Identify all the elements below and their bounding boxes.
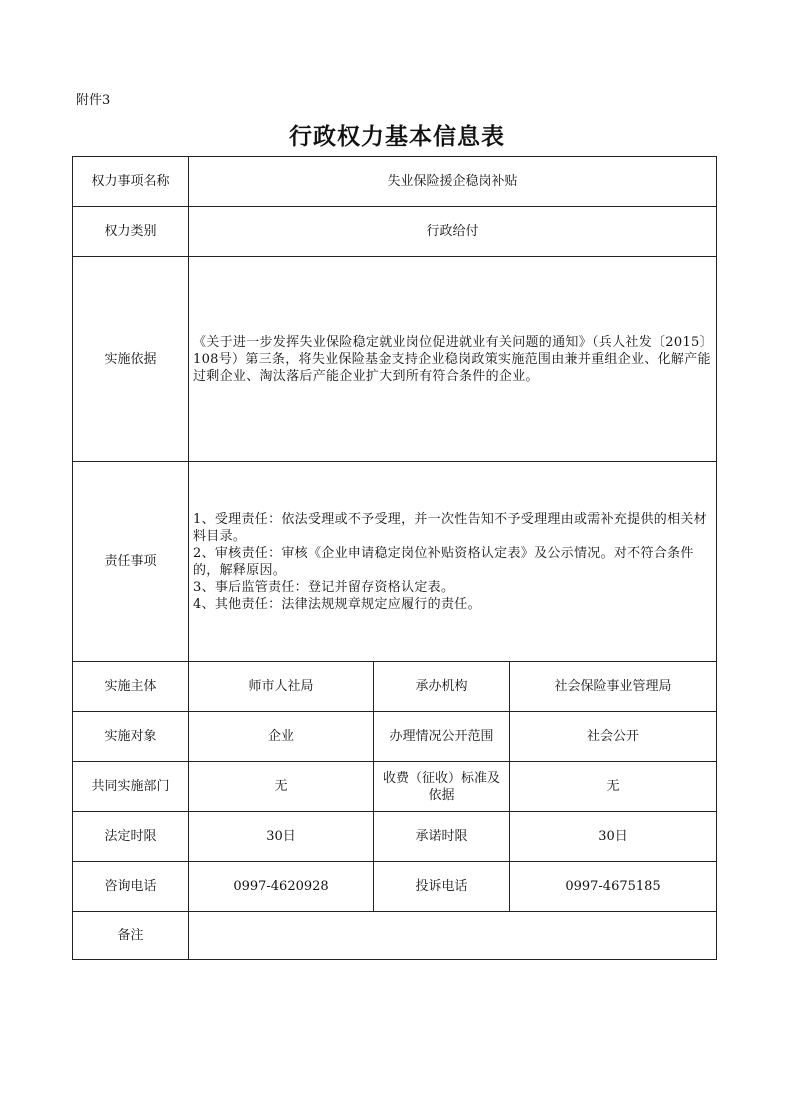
- table-row: [73, 862, 717, 912]
- row-label-basis: 实施依据: [73, 257, 189, 462]
- row-label-fee: 收费（征收）标准及依据: [374, 762, 510, 812]
- row-value-responsibility: [189, 462, 717, 662]
- table-row: [73, 462, 717, 662]
- row-label-complaint-phone: 投诉电话: [374, 862, 510, 912]
- table-row: [73, 157, 717, 207]
- responsibility-item: 3、事后监管责任：登记并留存资格认定表。: [193, 579, 455, 595]
- row-value-category: 行政给付: [189, 207, 717, 257]
- table-row: [73, 662, 717, 712]
- row-label-joint: 共同实施部门: [73, 762, 189, 812]
- page-title: 行政权力基本信息表: [289, 123, 505, 150]
- attachment-label: 附件3: [76, 93, 111, 108]
- responsibility-item: 4、其他责任：法律法规规章规定应履行的责任。: [193, 596, 481, 612]
- row-label-name: 权力事项名称: [73, 157, 189, 207]
- table-row: [73, 812, 717, 862]
- row-value-complaint-phone: 0997-4675185: [510, 862, 717, 912]
- row-value-joint: 无: [189, 762, 374, 812]
- row-label-subject: 实施主体: [73, 662, 189, 712]
- row-value-disclosure: 社会公开: [510, 712, 717, 762]
- row-value-consult-phone: 0997-4620928: [189, 862, 374, 912]
- row-value-legal-limit: 30日: [189, 812, 374, 862]
- row-label-disclosure: 办理情况公开范围: [374, 712, 510, 762]
- row-value-basis: 《关于进一步发挥失业保险稳定就业岗位促进就业有关问题的通知》（兵人社发〔2015〕108号）第三条，将失业保险基金支持企业稳岗政策实施范围由兼并重组企业、化解产能过剩企业、淘汰落后产能企业扩大到所有符合条件的企业。: [189, 257, 717, 462]
- row-value-subject: 师市人社局: [189, 662, 374, 712]
- row-label-responsibility: 责任事项: [73, 462, 189, 662]
- row-label-remarks: 备注: [73, 912, 189, 960]
- table-row: [73, 712, 717, 762]
- row-value-fee: 无: [510, 762, 717, 812]
- row-value-promised-limit: 30日: [510, 812, 717, 862]
- row-value-name: 失业保险援企稳岗补贴: [189, 157, 717, 207]
- row-label-consult-phone: 咨询电话: [73, 862, 189, 912]
- responsibility-item: 1、受理责任：依法受理或不予受理，并一次性告知不予受理理由或需补充提供的相关材料目录。: [193, 511, 707, 544]
- row-label-category: 权力类别: [73, 207, 189, 257]
- row-label-promised-limit: 承诺时限: [374, 812, 510, 862]
- table-row: [73, 912, 717, 960]
- row-value-target: 企业: [189, 712, 374, 762]
- table-row: [73, 257, 717, 462]
- responsibility-item: 2、审核责任：审核《企业申请稳定岗位补贴资格认定表》及公示情况。对不符合条件的，解释原因。: [193, 545, 694, 578]
- table-row: [73, 762, 717, 812]
- row-label-agency: 承办机构: [374, 662, 510, 712]
- info-table: [72, 156, 717, 960]
- row-label-legal-limit: 法定时限: [73, 812, 189, 862]
- table-row: [73, 207, 717, 257]
- row-value-agency: 社会保险事业管理局: [510, 662, 717, 712]
- row-value-remarks: [189, 912, 717, 960]
- row-label-target: 实施对象: [73, 712, 189, 762]
